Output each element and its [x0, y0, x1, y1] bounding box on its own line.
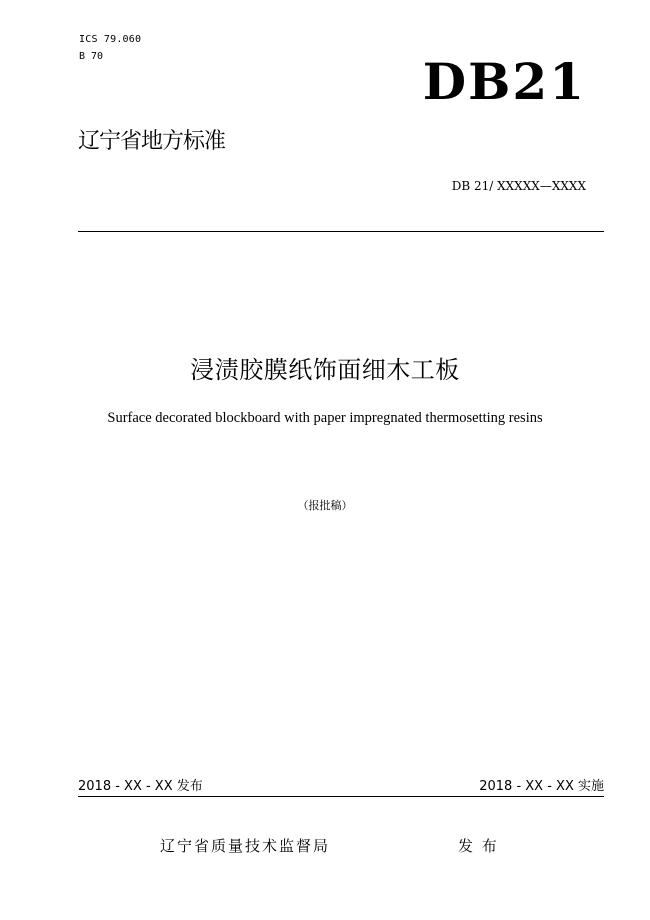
issuing-authority: 辽宁省质量技术监督局 [160, 837, 331, 855]
implementation-date: 2018 - XX - XX 实施 [479, 779, 604, 794]
db-logo: DB21 [422, 52, 586, 111]
header-divider [78, 231, 604, 232]
standard-number: DB 21/ XXXXX—XXXX [451, 179, 586, 193]
footer-divider [78, 796, 604, 797]
document-title-english: Surface decorated blockboard with paper impregnated thermosetting resins [107, 410, 543, 426]
publish-label: 发 布 [458, 837, 499, 855]
issue-date: 2018 - XX - XX 发布 [78, 779, 203, 794]
document-title-chinese: 浸渍胶膜纸饰面细木工板 [190, 356, 460, 384]
standard-type: 辽宁省地方标准 [78, 129, 226, 154]
ics-code: ICS 79.060 [79, 34, 142, 45]
draft-status: （报批稿） [297, 499, 353, 512]
ccs-code: B 70 [79, 51, 104, 62]
